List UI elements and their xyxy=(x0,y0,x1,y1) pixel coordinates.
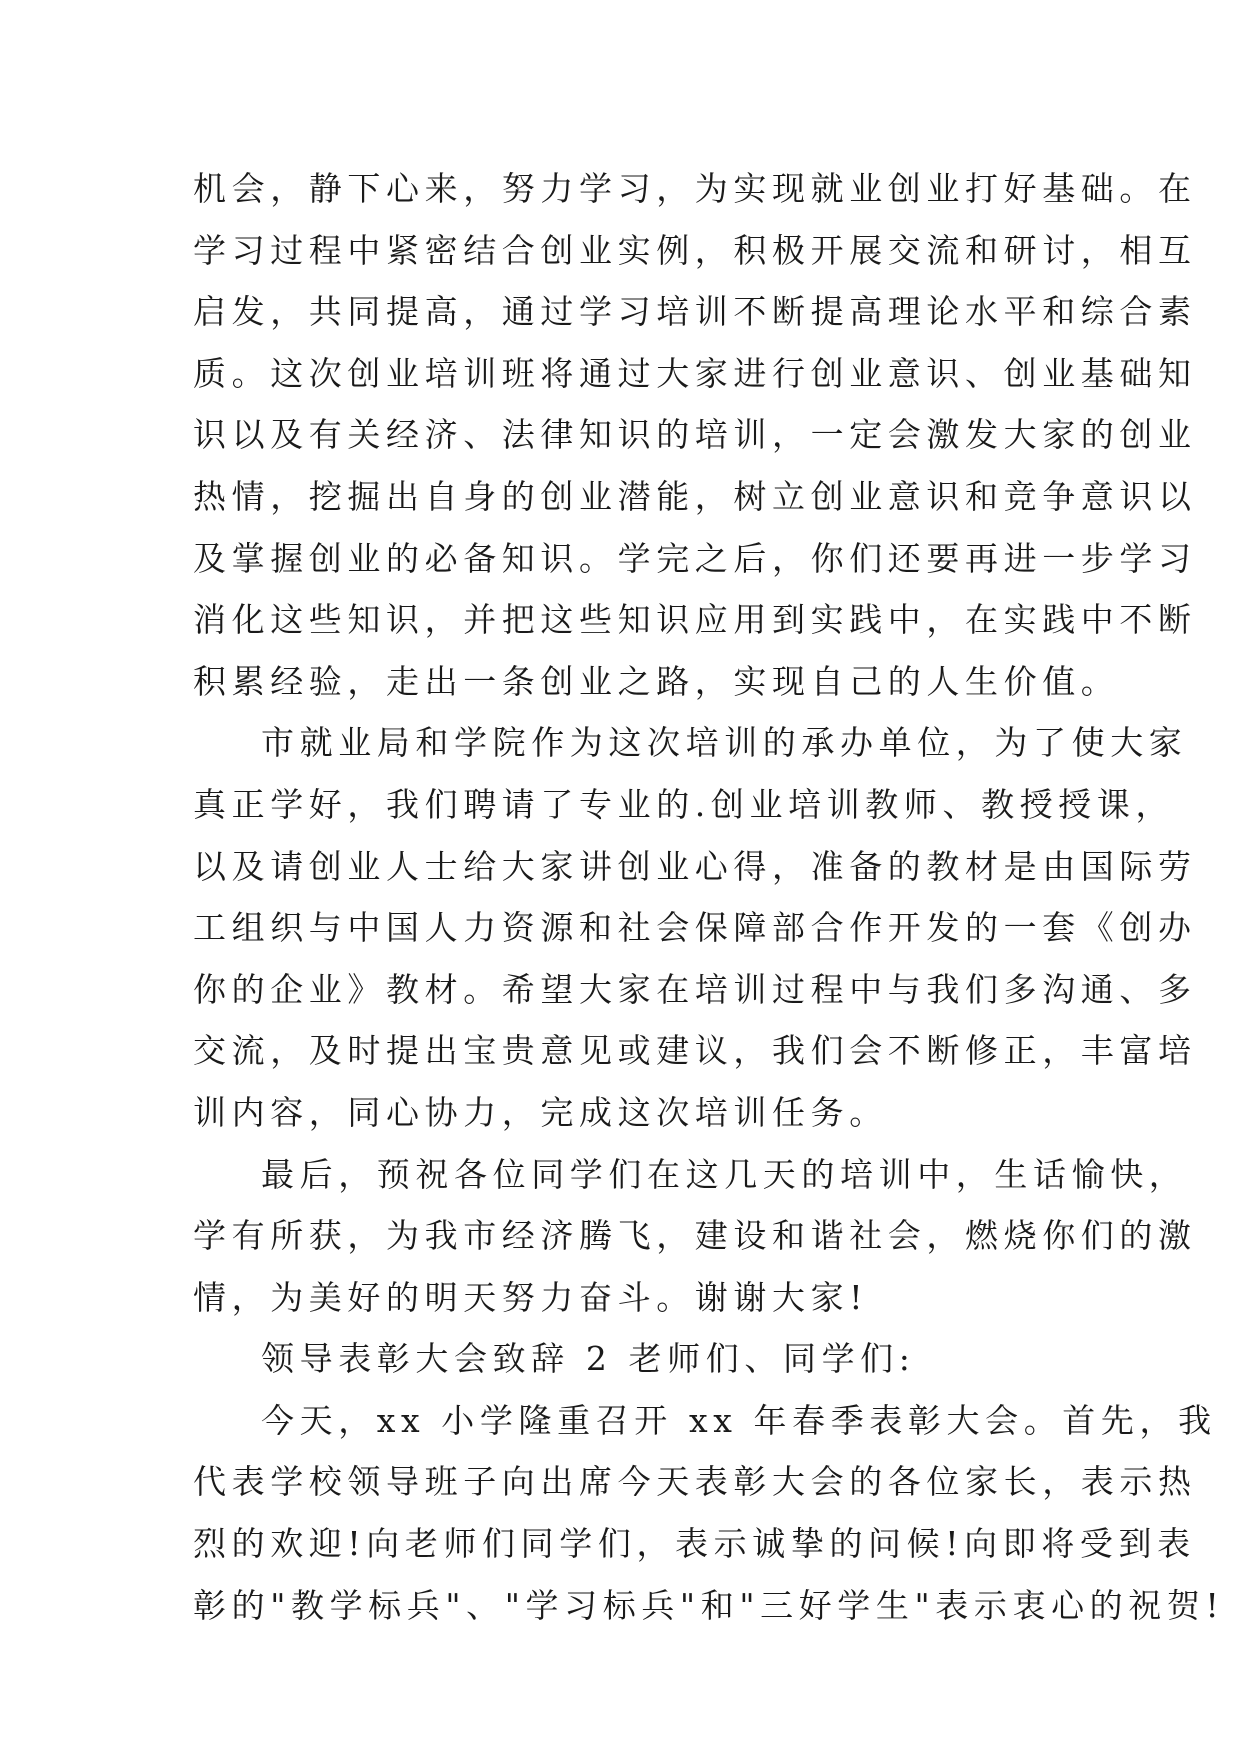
section-heading-line: 领导表彰大会致辞 2 老师们、同学们: xyxy=(261,1339,916,1379)
body-line: 你的企业》教材。希望大家在培训过程中与我们多沟通、多 xyxy=(193,969,1197,1009)
body-line: 情，为美好的明天努力奋斗。谢谢大家! xyxy=(193,1277,869,1317)
body-line: 学有所获，为我市经济腾飞，建设和谐社会，燃烧你们的激 xyxy=(193,1216,1197,1256)
body-line: 热情，挖掘出自身的创业潜能，树立创业意识和竞争意识以 xyxy=(193,476,1197,516)
paragraph-start-line: 市就业局和学院作为这次培训的承办单位，为了使大家 xyxy=(261,723,1188,763)
paragraph-start-line: 最后，预祝各位同学们在这几天的培训中，生话愉快， xyxy=(261,1154,1188,1194)
body-line: 彰的"教学标兵"、"学习标兵"和"三好学生"表示衷心的祝贺! xyxy=(193,1585,1225,1625)
document-body xyxy=(193,158,1225,1636)
body-line: 及掌握创业的必备知识。学完之后，你们还要再进一步学习 xyxy=(193,538,1197,578)
body-line: 真正学好，我们聘请了专业的.创业培训教师、教授授课， xyxy=(193,784,1175,824)
body-line: 积累经验，走出一条创业之路，实现自己的人生价值。 xyxy=(193,661,1120,701)
body-line: 以及请创业人士给大家讲创业心得，准备的教材是由国际劳 xyxy=(193,846,1197,886)
body-line: 机会，静下心来，努力学习，为实现就业创业打好基础。在 xyxy=(193,169,1197,208)
body-line: 启发，共同提高，通过学习培训不断提高理论水平和综合素 xyxy=(193,292,1197,332)
body-line: 训内容，同心协力，完成这次培训任务。 xyxy=(193,1092,888,1132)
body-line: 交流，及时提出宝贵意见或建议，我们会不断修正，丰富培 xyxy=(193,1031,1197,1071)
body-line: 工组织与中国人力资源和社会保障部合作开发的一套《创办 xyxy=(193,908,1197,948)
body-line: 识以及有关经济、法律知识的培训，一定会激发大家的创业 xyxy=(193,415,1197,455)
body-line: 消化这些知识，并把这些知识应用到实践中，在实践中不断 xyxy=(193,600,1197,640)
body-line: 学习过程中紧密结合创业实例，积极开展交流和研讨，相互 xyxy=(193,230,1197,270)
body-line: 代表学校领导班子向出席今天表彰大会的各位家长，表示热 xyxy=(193,1462,1197,1502)
body-line: 质。这次创业培训班将通过大家进行创业意识、创业基础知 xyxy=(193,353,1197,393)
body-line: 烈的欢迎!向老师们同学们，表示诚挚的问候!向即将受到表 xyxy=(193,1524,1196,1564)
paragraph-start-line: 今天，xx 小学隆重召开 xx 年春季表彰大会。首先，我 xyxy=(261,1400,1217,1440)
